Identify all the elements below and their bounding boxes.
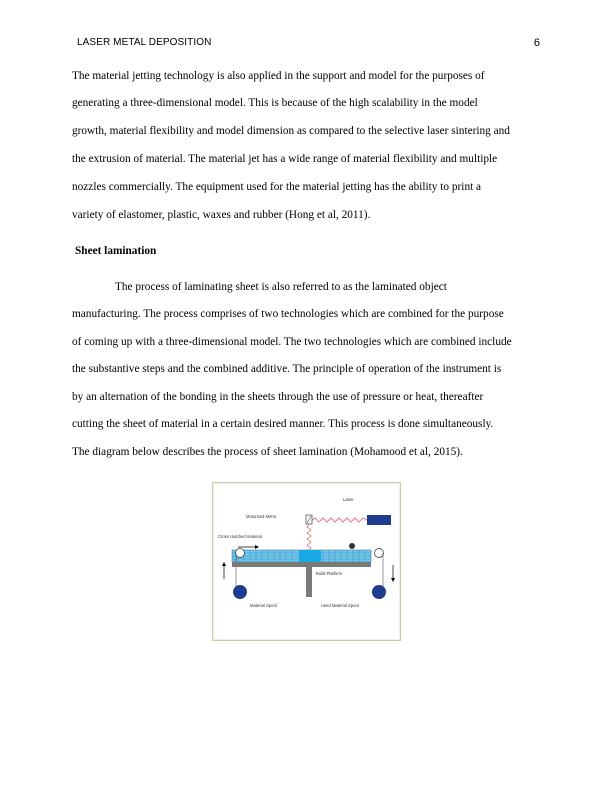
- paragraph-line: the extrusion of material. The material jet has a wide range of material flexibility and multiple: [72, 153, 498, 165]
- diagram-svg: [213, 483, 400, 640]
- platform-piston: [306, 567, 312, 597]
- section-heading: Sheet lamination: [75, 245, 157, 257]
- used-material-spool: [372, 585, 386, 599]
- paragraph-line: the substantive steps and the combined additive. The principle of operation of the instrument is: [72, 363, 502, 375]
- down-arrow-head: [391, 578, 395, 582]
- material-label: Cross Hatched material: [218, 534, 262, 539]
- used-spool-label: Used Material Spool: [321, 603, 359, 608]
- paragraph-line: The diagram below describes the process of sheet lamination (Mohamood et al, 2015).: [72, 446, 463, 458]
- paragraph-line: manufacturing. The process comprises of two technologies which are combined for the purpose: [72, 308, 504, 320]
- heated-roller: [349, 543, 355, 549]
- laser-unit: [367, 515, 391, 525]
- build-platform: [232, 562, 371, 567]
- feed-arrow-head: [255, 545, 259, 549]
- mirror-label: Motorized Mirror: [246, 514, 277, 519]
- paragraph-line: by an alternation of the bonding in the sheets through the use of pressure or heat, thereafter: [72, 391, 484, 403]
- paragraph-line: cutting the sheet of material in a certain desired manner. This process is done simultaneously.: [72, 418, 494, 430]
- paragraph-line: The process of laminating sheet is also referred to as the laminated object: [115, 281, 447, 293]
- paragraph-line: variety of elastomer, plastic, waxes and rubber (Hong et al, 2011).: [72, 209, 371, 221]
- paragraph-line: The material jetting technology is also applied in the support and model for the purposes of: [72, 70, 485, 82]
- laser-beam-vertical: [307, 524, 311, 550]
- running-header-title: LASER METAL DEPOSITION: [77, 37, 212, 48]
- material-spool-label: Material Spool: [250, 603, 277, 608]
- paragraph-line: of coming up with a three-dimensional model. The two technologies which are combined include: [72, 336, 512, 348]
- laser-beam: [311, 518, 367, 522]
- page-number: 6: [533, 37, 540, 49]
- platform-label: Build Platform: [316, 571, 343, 576]
- paragraph-line: generating a three-dimensional model. This is because of the high scalability in the model: [72, 97, 478, 109]
- sheet-lamination-diagram: [212, 482, 401, 641]
- left-guide-roller: [236, 549, 245, 558]
- laser-cut-region: [299, 550, 321, 562]
- up-arrow-head: [222, 562, 226, 566]
- paragraph-line: growth, material flexibility and model dimension as compared to the selective laser sintering and: [72, 125, 510, 137]
- material-spool: [233, 585, 247, 599]
- paragraph-line: nozzles commercially. The equipment used for the material jetting has the ability to print a: [72, 181, 482, 193]
- right-guide-roller: [375, 549, 384, 558]
- laser-label: Laser: [343, 497, 354, 502]
